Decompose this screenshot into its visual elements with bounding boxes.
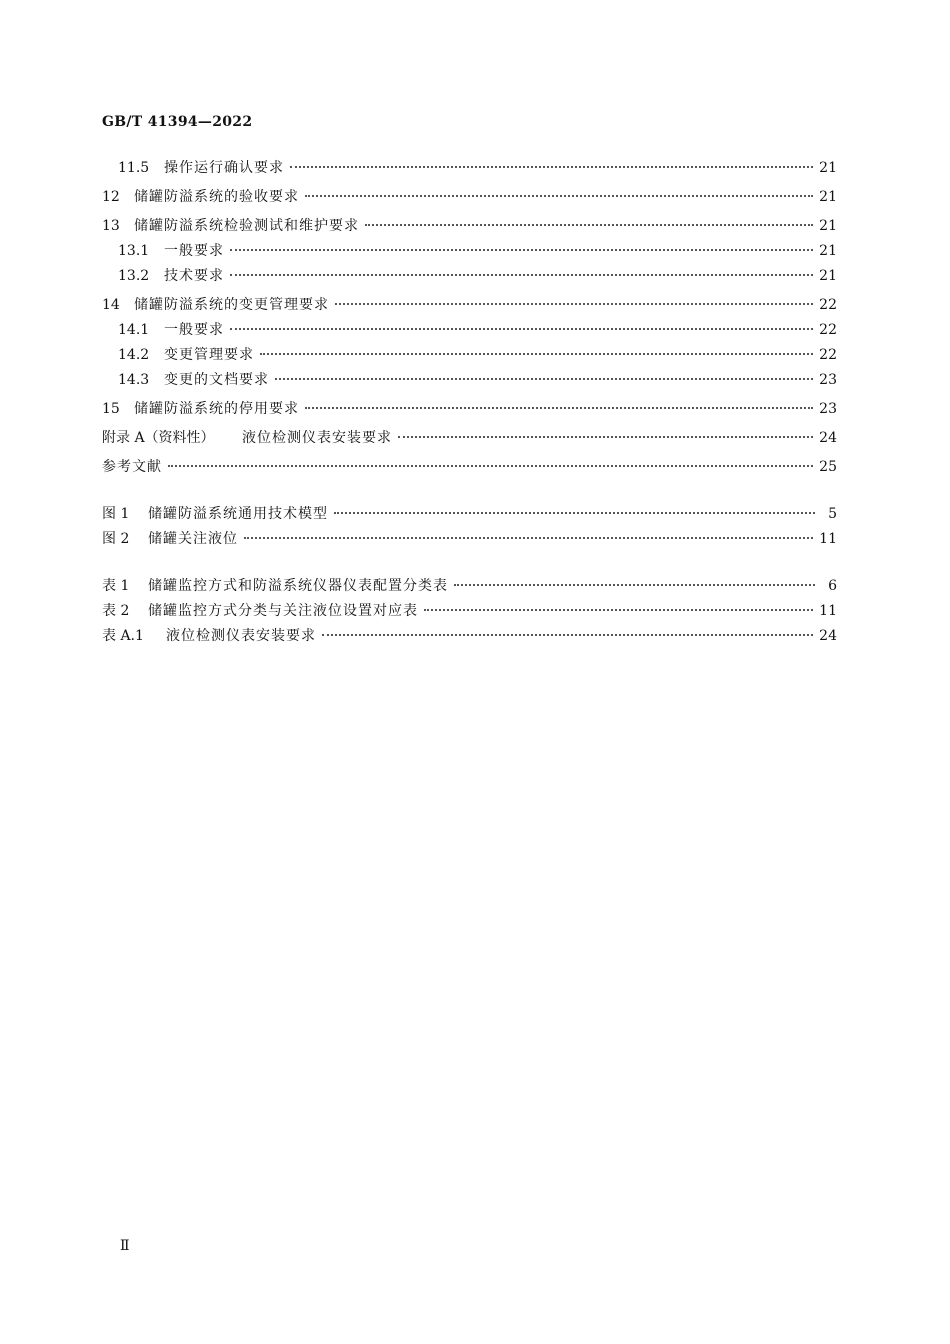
- entry-page: 24: [819, 628, 837, 644]
- toc-entry[interactable]: [102, 456, 837, 481]
- toc-entry[interactable]: [102, 294, 837, 319]
- entry-page: 21: [819, 243, 837, 259]
- entry-page: 5: [828, 506, 837, 522]
- figure-entry[interactable]: [102, 528, 837, 553]
- dot-leader: [322, 634, 813, 636]
- toc-table-list: [102, 575, 837, 650]
- entry-title: 变更管理要求: [164, 347, 254, 363]
- section-gap: [102, 481, 837, 503]
- toc-entry[interactable]: [102, 398, 837, 423]
- toc-entry[interactable]: [102, 265, 837, 290]
- entry-number: 图 1: [102, 506, 130, 522]
- entry-number: 表 1: [102, 578, 130, 594]
- toc-entry[interactable]: [102, 240, 837, 265]
- dot-leader: [334, 512, 815, 514]
- table-entry[interactable]: [102, 600, 837, 625]
- entry-page: 22: [819, 322, 837, 338]
- toc-entry[interactable]: [102, 319, 837, 344]
- entry-title: 储罐防溢系统的停用要求: [134, 401, 299, 417]
- entry-number: 11.5: [118, 160, 150, 176]
- dot-leader: [398, 436, 813, 438]
- entry-page: 25: [819, 459, 837, 475]
- entry-page: 21: [819, 189, 837, 205]
- dot-leader: [260, 353, 813, 355]
- entry-page: 21: [819, 268, 837, 284]
- entry-title: 储罐防溢系统通用技术模型: [148, 506, 328, 522]
- dot-leader: [244, 537, 813, 539]
- standard-code-header: GB/T 41394—2022: [102, 114, 253, 130]
- entry-page: 23: [819, 372, 837, 388]
- toc-main-entries: [102, 157, 837, 481]
- entry-page: 11: [819, 603, 837, 619]
- entry-title: 技术要求: [164, 268, 224, 284]
- toc-entry[interactable]: [102, 215, 837, 240]
- entry-number: 附录 A（资料性）: [102, 430, 215, 446]
- toc-entry[interactable]: [102, 186, 837, 211]
- entry-title: 储罐防溢系统检验测试和维护要求: [134, 218, 359, 234]
- dot-leader: [290, 166, 813, 168]
- entry-page: 24: [819, 430, 837, 446]
- dot-leader: [168, 465, 813, 467]
- dot-leader: [275, 378, 813, 380]
- toc-entry[interactable]: [102, 344, 837, 369]
- entry-page: 6: [828, 578, 837, 594]
- entry-page: 23: [819, 401, 837, 417]
- dot-leader: [305, 195, 813, 197]
- dot-leader: [230, 328, 813, 330]
- dot-leader: [335, 303, 813, 305]
- page-number-footer: Ⅱ: [120, 1238, 130, 1254]
- entry-page: 22: [819, 347, 837, 363]
- entry-number: 表 2: [102, 603, 130, 619]
- entry-number: 13.2: [118, 268, 150, 284]
- table-entry[interactable]: [102, 575, 837, 600]
- entry-title: 储罐监控方式分类与关注液位设置对应表: [148, 603, 418, 619]
- table-of-contents: [102, 157, 837, 650]
- dot-leader: [230, 249, 813, 251]
- dot-leader: [424, 609, 813, 611]
- entry-title: 参考文献: [102, 459, 162, 475]
- entry-page: 21: [819, 160, 837, 176]
- dot-leader: [230, 274, 813, 276]
- entry-title: 变更的文档要求: [164, 372, 269, 388]
- toc-figure-list: [102, 503, 837, 553]
- toc-entry[interactable]: [102, 427, 837, 452]
- dot-leader: [365, 224, 813, 226]
- entry-number: 14.2: [118, 347, 150, 363]
- entry-number: 13.1: [118, 243, 150, 259]
- dot-leader: [454, 584, 815, 586]
- entry-page: 22: [819, 297, 837, 313]
- entry-page: 11: [819, 531, 837, 547]
- table-entry[interactable]: [102, 625, 837, 650]
- entry-number: 表 A.1: [102, 628, 144, 644]
- entry-number: 15: [102, 401, 120, 417]
- entry-number: 12: [102, 189, 120, 205]
- entry-number: 14.3: [118, 372, 150, 388]
- entry-number: 14.1: [118, 322, 150, 338]
- toc-entry[interactable]: [102, 369, 837, 394]
- entry-title: 储罐防溢系统的变更管理要求: [134, 297, 329, 313]
- entry-title: 液位检测仪表安装要求: [166, 628, 316, 644]
- entry-title: 储罐关注液位: [148, 531, 238, 547]
- entry-title: 一般要求: [164, 243, 224, 259]
- entry-number: 13: [102, 218, 120, 234]
- entry-number: 图 2: [102, 531, 130, 547]
- section-gap: [102, 553, 837, 575]
- entry-title: 储罐防溢系统的验收要求: [134, 189, 299, 205]
- entry-title: 操作运行确认要求: [164, 160, 284, 176]
- dot-leader: [305, 407, 813, 409]
- entry-title: 储罐监控方式和防溢系统仪器仪表配置分类表: [148, 578, 448, 594]
- entry-title: 液位检测仪表安装要求: [242, 430, 392, 446]
- entry-page: 21: [819, 218, 837, 234]
- entry-title: 一般要求: [164, 322, 224, 338]
- toc-entry[interactable]: [102, 157, 837, 182]
- entry-number: 14: [102, 297, 120, 313]
- figure-entry[interactable]: [102, 503, 837, 528]
